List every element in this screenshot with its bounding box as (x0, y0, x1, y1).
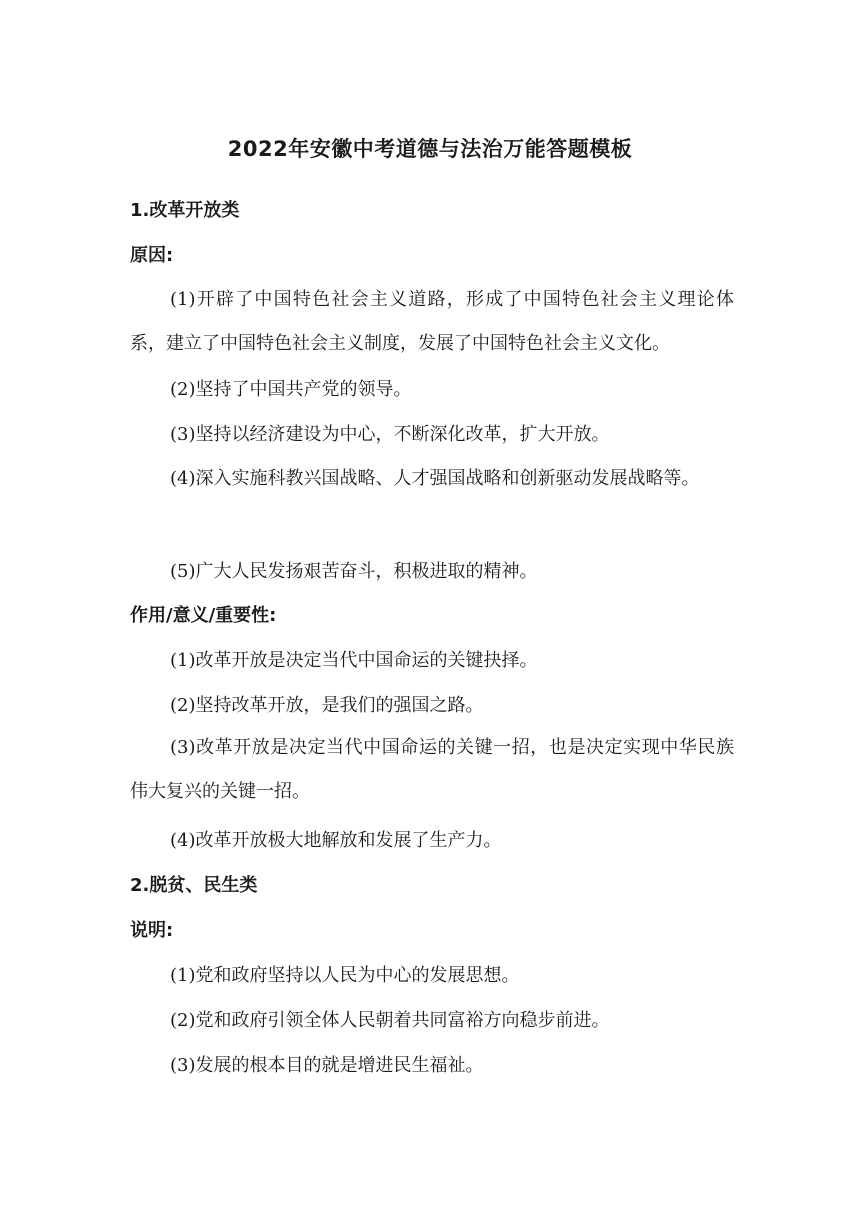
significance-item-2: (2)坚持改革开放，是我们的强国之路。 (170, 695, 484, 716)
explain-item-1: (1)党和政府坚持以人民为中心的发展思想。 (170, 965, 520, 986)
document-title: 2022年安徽中考道德与法治万能答题模板 (227, 137, 633, 161)
section1-heading: 1.改革开放类 (130, 200, 240, 221)
explain-item-2: (2)党和政府引领全体人民朝着共同富裕方向稳步前进。 (170, 1010, 610, 1031)
reason-item-3: (3)坚持以经济建设为中心，不断深化改革，扩大开放。 (170, 424, 610, 445)
explain-label: 说明: (130, 920, 174, 941)
significance-label: 作用/意义/重要性: (130, 605, 277, 626)
significance-item-1: (1)改革开放是决定当代中国命运的关键抉择。 (170, 650, 538, 671)
reason-item-2: (2)坚持了中国共产党的领导。 (170, 379, 412, 400)
reason-item-5: (5)广大人民发扬艰苦奋斗，积极进取的精神。 (170, 561, 538, 582)
reasons-label: 原因: (130, 245, 174, 266)
reason-item-1: (1)开辟了中国特色社会主义道路，形成了中国特色社会主义理论体系，建立了中国特色社会主义制度，发展了中国特色社会主义文化。 (130, 289, 734, 354)
significance-item-3: (3)改革开放是决定当代中国命运的关键一招，也是决定实现中华民族伟大复兴的关键一招。 (130, 737, 734, 802)
section2-heading: 2.脱贫、民生类 (130, 875, 258, 896)
reason-item-4: (4)深入实施科教兴国战略、人才强国战略和创新驱动发展战略等。 (170, 468, 700, 489)
explain-item-3: (3)发展的根本目的就是增进民生福祉。 (170, 1055, 484, 1076)
significance-item-4: (4)改革开放极大地解放和发展了生产力。 (170, 830, 502, 851)
